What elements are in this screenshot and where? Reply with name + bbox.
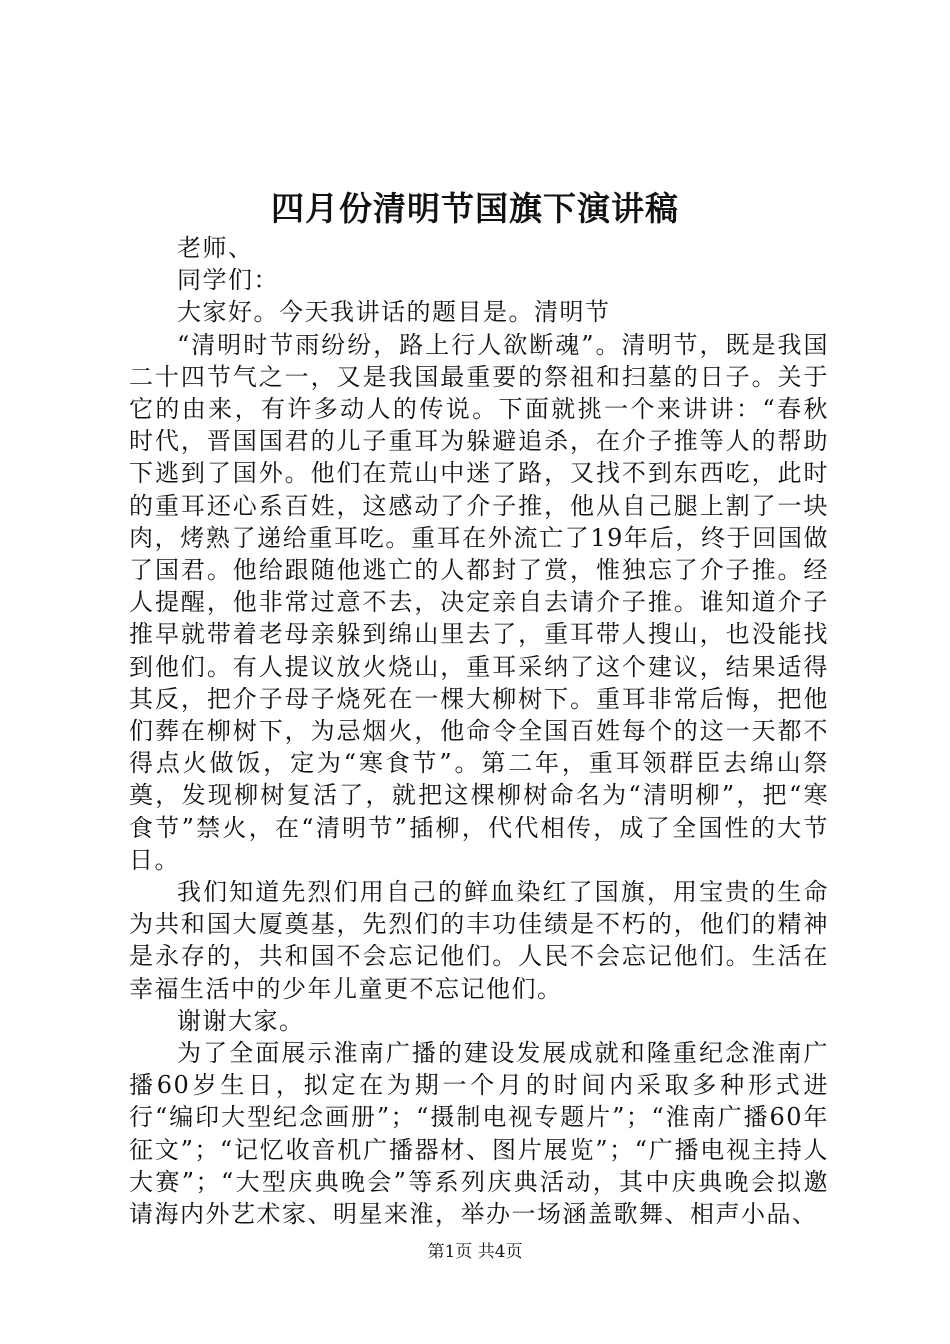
document-body — [129, 232, 829, 1230]
page-number: 第1页 共4页 — [427, 1242, 523, 1262]
broadcast-paragraph: 为了全面展示淮南广播的建设发展成就和隆重纪念淮南广播60岁生日，拟定在为期一个月的时间内采取多种形式进行“编印大型纪念画册”；“摄制电视专题片”；“淮南广播60年征文”；“记忆收音机广播器材、图片展览”；“广播电视主持人大赛”；“大型庆典晚会”等系列庆典活动，其中庆典晚会拟邀请海内外艺术家、明星来淮，举办一场涵盖歌舞、相声小品、 — [129, 1039, 829, 1229]
greeting-paragraph: 大家好。今天我讲话的题目是。清明节 — [177, 298, 611, 327]
martyrs-paragraph: 我们知道先烈们用自己的鲜血染红了国旗，用宝贵的生命为共和国大厦奠基，先烈们的丰功佳绩是不朽的，他们的精神是永存的，共和国不会忘记他们。人民不会忘记他们。生活在幸福生活中的少年儿童更不忘记他们。 — [129, 878, 829, 1003]
story-paragraph: “清明时节雨纷纷，路上行人欲断魂”。清明节，既是我国二十四节气之一，又是我国最重要的祭祖和扫墓的日子。关于它的由来，有许多动人的传说。下面就挑一个来讲讲：“春秋时代，晋国国君的儿子重耳为躲避追杀，在介子推等人的帮助下逃到了国外。他们在荒山中迷了路，又找不到东西吃，此时的重耳还心系百姓，这感动了介子推，他从自己腿上割了一块肉，烤熟了递给重耳吃。重耳在外流亡了19年后，终于回国做了国君。他给跟随他逃亡的人都封了赏，惟独忘了介子推。经人提醒，他非常过意不去，决定亲自去请介子推。谁知道介子推早就带着老母亲躲到绵山里去了，重耳带人搜山，也没能找到他们。有人提议放火烧山，重耳采纳了这个建议，结果适得其反，把介子母子烧死在一棵大柳树下。重耳非常后悔，把他们葬在柳树下，为忌烟火，他命令全国百姓每个的这一天都不得点火做饭，定为“寒食节”。第二年，重耳领群臣去绵山祭奠，发现柳树复活了，就把这棵柳树命名为“清明柳”，把“寒食节”禁火，在“清明节”插柳，代代相传，成了全国性的大节日。 — [129, 330, 829, 874]
thanks-paragraph: 谢谢大家。 — [177, 1006, 305, 1035]
document-title: 四月份清明节国旗下演讲稿 — [271, 189, 679, 228]
salutation-students: 同学们： — [177, 266, 279, 295]
salutation-teachers: 老师、 — [177, 234, 254, 262]
